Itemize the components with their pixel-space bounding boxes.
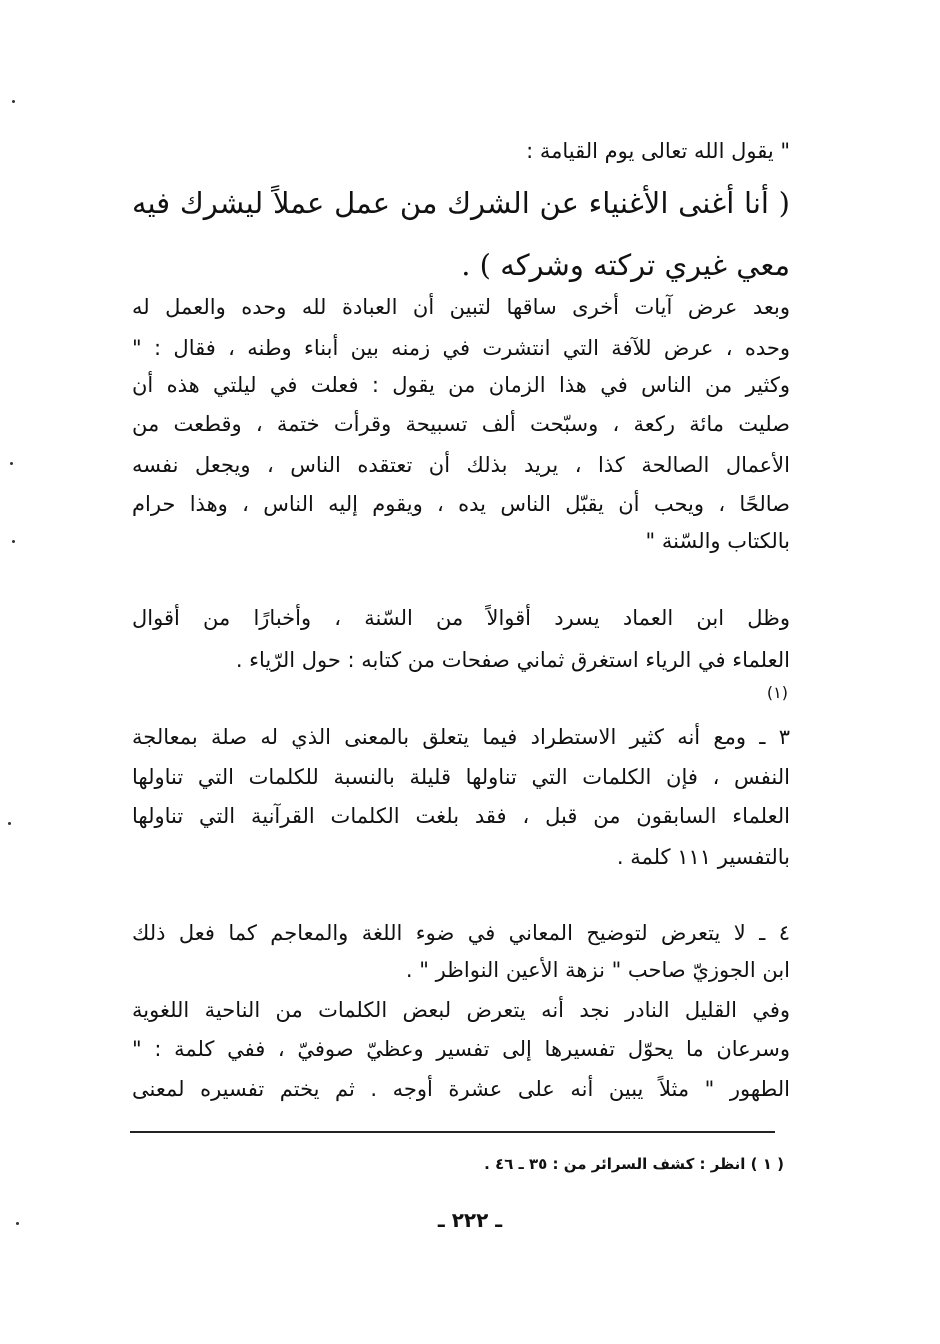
page-number: ـ ٢٢٢ ـ: [437, 1208, 503, 1232]
scan-speck: [12, 540, 15, 543]
quote-intro-line: " يقول الله تعالى يوم القيامة :: [526, 139, 790, 163]
body-line: وحده ، عرض للآفة التي انتشرت في زمنه بين أبناء وطنه ، فقال : ": [132, 336, 790, 360]
point-3-line: العلماء السابقون من قبل ، فقد بلغت الكلمات القرآنية التي تناولها: [132, 804, 790, 828]
point-3-line: النفس ، فإن الكلمات التي تناولها قليلة بالنسبة للكلمات التي تناولها: [132, 765, 790, 789]
point-4-line: ٤ ـ لا يتعرض لتوضيح المعاني في ضوء اللغة والمعاجم كما فعل ذلك: [132, 921, 790, 945]
body-line: بالكتاب والسّنة ": [645, 529, 790, 553]
body-line: وظل ابن العماد يسرد أقوالاً من السّنة ، وأخبارًا من أقوال: [132, 606, 790, 630]
point-3-line: ٣ ـ ومع أنه كثير الاستطراد فيما يتعلق بالمعنى الذي له صلة بمعالجة: [132, 725, 790, 749]
body-line: وسرعان ما يحوّل تفسيرها إلى تفسير وعظيّ صوفيّ ، ففي كلمة : ": [132, 1037, 790, 1061]
body-line: وكثير من الناس في هذا الزمان من يقول : فعلت في ليلتي هذه أن: [132, 373, 790, 397]
point-4-line: ابن الجوزيّ صاحب " نزهة الأعين النواظر " .: [405, 958, 790, 982]
body-line: وبعد عرض آيات أخرى ساقها لتبين أن العبادة لله وحده والعمل له: [132, 295, 790, 319]
footnote-divider: [130, 1131, 775, 1133]
body-line: صالحًا ، ويحب أن يقبّل الناس يده ، ويقوم إليه الناس ، وهذا حرام: [132, 492, 790, 516]
scan-speck: [12, 100, 15, 103]
body-line: وفي القليل النادر نجد أنه يتعرض لبعض الكلمات من الناحية اللغوية: [132, 998, 790, 1022]
scan-speck: [10, 462, 13, 465]
body-line: الطهور " مثلاً يبين أنه على عشرة أوجه . ثم يختم تفسيره لمعنى: [132, 1077, 790, 1101]
footnote: ( ١ ) انظر : كشف السرائر من : ٣٥ ـ ٤٦ .: [484, 1155, 784, 1173]
scan-speck: [16, 1222, 19, 1225]
body-line: العلماء في الرياء استغرق ثماني صفحات من كتابه : حول الرّياء .: [235, 648, 790, 672]
footnote-reference: (١): [766, 683, 788, 702]
scan-speck: [8, 822, 11, 825]
hadith-quote-line-2: معي غيري تركته وشركه ) .: [461, 248, 790, 282]
point-3-line: بالتفسير ١١١ كلمة .: [616, 845, 790, 869]
hadith-quote-line-1: ( أنا أغنى الأغنياء عن الشرك من عمل عملاً ليشرك فيه: [132, 186, 790, 220]
body-line: صليت مائة ركعة ، وسبّحت ألف تسبيحة وقرأت ختمة ، وقطعت من: [132, 412, 790, 436]
body-line: الأعمال الصالحة كذا ، يريد بذلك أن تعتقده الناس ، ويجعل نفسه: [132, 453, 790, 477]
